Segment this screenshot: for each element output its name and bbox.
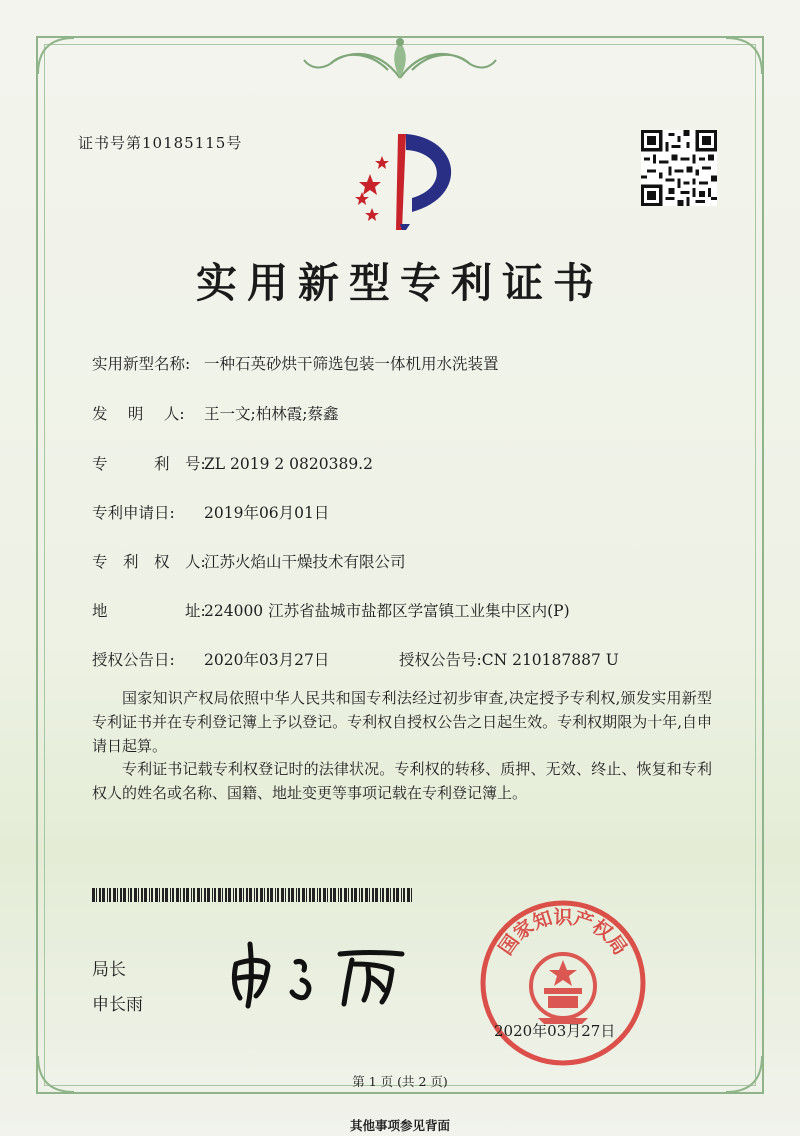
- patent-number-value: ZL 2019 2 0820389.2: [204, 455, 373, 473]
- patent-number-label: 专 利 号:: [92, 455, 206, 473]
- patentee-value: 江苏火焰山干燥技术有限公司: [204, 553, 406, 571]
- application-date-label: 专利申请日:: [92, 504, 175, 522]
- grant-number-row: [399, 648, 619, 670]
- director-name: 申长雨: [92, 995, 143, 1015]
- application-date-value: 2019年06月01日: [204, 504, 330, 522]
- inventor-label: 发 明 人:: [92, 405, 185, 423]
- svg-text:国家知识产权局: [495, 905, 632, 959]
- grant-number-value: CN 210187887 U: [481, 651, 619, 669]
- patentee-label: 专 利 权 人:: [92, 553, 206, 571]
- grant-date-row: [92, 648, 329, 670]
- patentee-row: [92, 550, 406, 572]
- qr-code-icon: [641, 128, 717, 208]
- address-row: [92, 599, 570, 621]
- back-side-note: 其他事项参见背面: [349, 1118, 450, 1133]
- director-title: 局长: [92, 960, 126, 980]
- application-date-row: [92, 501, 329, 523]
- utility-name-row: [92, 352, 499, 374]
- utility-name-value: 一种石英砂烘干筛选包装一体机用水洗装置: [204, 355, 499, 373]
- seal-date: 2020年03月27日: [494, 1022, 616, 1040]
- utility-name-label: 实用新型名称:: [92, 355, 191, 373]
- legal-status-paragraph: 专利证书记载专利权登记时的法律状况。专利权的转移、质押、无效、终止、恢复和专利权人的姓名或名称、国籍、地址变更等事项记载在专利登记簿上。: [92, 760, 712, 802]
- address-value: 224000 江苏省盐城市盐都区学富镇工业集中区内(P): [204, 602, 570, 620]
- patent-office-logo-icon: [340, 126, 470, 236]
- page-number: 第 1 页 (共 2 页): [352, 1074, 448, 1089]
- official-seal: [478, 898, 648, 1068]
- top-ornament: [300, 30, 500, 90]
- inventor-value: 王一文;柏林霞;蔡鑫: [204, 405, 339, 423]
- patent-number-row: [92, 452, 373, 474]
- grant-statement-paragraph: 国家知识产权局依照中华人民共和国专利法经过初步审查,决定授予专利权,颁发实用新型专利证书并在专利登记簿上予以登记。专利权自授权公告之日起生效。专利权期限为十年,自申请日起算。: [92, 689, 712, 755]
- certificate-number: 证书号第10185115号: [78, 134, 243, 152]
- barcode-icon: [92, 888, 414, 902]
- address-label: 地 址:: [92, 602, 206, 620]
- director-signature: [222, 930, 422, 1010]
- seal-text: 国家知识产权局: [494, 906, 632, 960]
- grant-number-label: 授权公告号:: [399, 651, 482, 669]
- inventor-row: [92, 402, 338, 424]
- certificate-title: 实用新型专利证书: [196, 259, 604, 307]
- grant-date-value: 2020年03月27日: [204, 651, 330, 669]
- corner-ornament: [724, 36, 764, 76]
- grant-date-label: 授权公告日:: [92, 651, 175, 669]
- corner-ornament: [36, 36, 76, 76]
